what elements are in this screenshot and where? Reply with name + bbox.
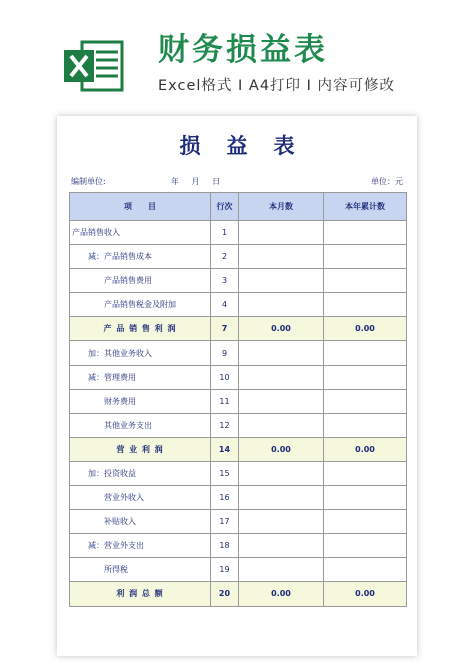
- row-item-cell[interactable]: 所得税: [70, 558, 211, 582]
- row-line-cell[interactable]: 9: [211, 341, 239, 365]
- row-item-cell[interactable]: 产 品 销 售 利 润: [70, 317, 211, 341]
- income-statement-table: [69, 192, 407, 607]
- row-line-cell[interactable]: 3: [211, 269, 239, 293]
- row-year-cell[interactable]: [324, 365, 407, 389]
- banner-title: 财务损益表: [158, 32, 328, 68]
- row-item-cell[interactable]: 减：产品销售成本: [70, 245, 211, 269]
- row-year-cell[interactable]: 0.00: [324, 317, 407, 341]
- row-year-cell[interactable]: [324, 221, 407, 245]
- row-year-cell[interactable]: 0.00: [324, 437, 407, 461]
- row-year-cell[interactable]: [324, 486, 407, 510]
- row-year-cell[interactable]: [324, 389, 407, 413]
- subtotal-row: [70, 437, 407, 461]
- row-item-cell[interactable]: 减：管理费用: [70, 365, 211, 389]
- table-row: [70, 365, 407, 389]
- row-item-cell[interactable]: 营 业 利 润: [70, 437, 211, 461]
- row-line-cell[interactable]: 15: [211, 461, 239, 485]
- header-item: 项 目: [70, 193, 211, 221]
- row-month-cell[interactable]: 0.00: [239, 437, 324, 461]
- row-item-cell[interactable]: 加：投资收益: [70, 461, 211, 485]
- table-row: [70, 486, 407, 510]
- income-statement-sheet: [57, 116, 417, 656]
- row-month-cell[interactable]: [239, 365, 324, 389]
- row-month-cell[interactable]: [239, 413, 324, 437]
- banner: [0, 0, 474, 108]
- banner-subtitle: Excel格式 I A4打印 I 内容可修改: [158, 78, 396, 94]
- row-line-cell[interactable]: 10: [211, 365, 239, 389]
- row-line-cell[interactable]: 20: [211, 582, 239, 606]
- currency-unit-label: 单位：元: [371, 177, 403, 186]
- header-year: 本年累计数: [324, 193, 407, 221]
- header-month: 本月数: [239, 193, 324, 221]
- row-month-cell[interactable]: [239, 486, 324, 510]
- row-month-cell[interactable]: 0.00: [239, 582, 324, 606]
- table-row: [70, 221, 407, 245]
- row-year-cell[interactable]: 0.00: [324, 582, 407, 606]
- table-row: [70, 389, 407, 413]
- row-line-cell[interactable]: 11: [211, 389, 239, 413]
- sheet-title: 损益表: [179, 134, 321, 158]
- table-row: [70, 269, 407, 293]
- row-line-cell[interactable]: 12: [211, 413, 239, 437]
- row-month-cell[interactable]: 0.00: [239, 317, 324, 341]
- row-month-cell[interactable]: [239, 341, 324, 365]
- table-row: [70, 558, 407, 582]
- subtotal-row: [70, 582, 407, 606]
- row-item-cell[interactable]: 加：其他业务收入: [70, 341, 211, 365]
- row-line-cell[interactable]: 16: [211, 486, 239, 510]
- table-row: [70, 534, 407, 558]
- row-month-cell[interactable]: [239, 461, 324, 485]
- row-year-cell[interactable]: [324, 245, 407, 269]
- row-year-cell[interactable]: [324, 293, 407, 317]
- row-line-cell[interactable]: 19: [211, 558, 239, 582]
- row-line-cell[interactable]: 2: [211, 245, 239, 269]
- row-month-cell[interactable]: [239, 221, 324, 245]
- row-item-cell[interactable]: 减：营业外支出: [70, 534, 211, 558]
- date-label: 年 月 日: [171, 177, 221, 186]
- row-line-cell[interactable]: 17: [211, 510, 239, 534]
- table-row: [70, 461, 407, 485]
- row-year-cell[interactable]: [324, 461, 407, 485]
- row-month-cell[interactable]: [239, 269, 324, 293]
- table-row: [70, 341, 407, 365]
- row-line-cell[interactable]: 18: [211, 534, 239, 558]
- row-line-cell[interactable]: 1: [211, 221, 239, 245]
- header-line: 行次: [211, 193, 239, 221]
- row-month-cell[interactable]: [239, 510, 324, 534]
- subtotal-row: [70, 317, 407, 341]
- row-item-cell[interactable]: 补贴收入: [70, 510, 211, 534]
- row-month-cell[interactable]: [239, 389, 324, 413]
- row-month-cell[interactable]: [239, 245, 324, 269]
- row-item-cell[interactable]: 其他业务支出: [70, 413, 211, 437]
- row-item-cell[interactable]: 营业外收入: [70, 486, 211, 510]
- preparer-label: 编制单位:: [71, 177, 106, 186]
- table-row: [70, 413, 407, 437]
- row-year-cell[interactable]: [324, 413, 407, 437]
- table-row: [70, 293, 407, 317]
- row-item-cell[interactable]: 财务费用: [70, 389, 211, 413]
- excel-icon: [62, 38, 126, 94]
- row-month-cell[interactable]: [239, 534, 324, 558]
- row-year-cell[interactable]: [324, 558, 407, 582]
- table-header-row: [70, 193, 407, 221]
- row-year-cell[interactable]: [324, 269, 407, 293]
- row-line-cell[interactable]: 14: [211, 437, 239, 461]
- row-year-cell[interactable]: [324, 534, 407, 558]
- row-year-cell[interactable]: [324, 510, 407, 534]
- row-month-cell[interactable]: [239, 558, 324, 582]
- row-line-cell[interactable]: 7: [211, 317, 239, 341]
- row-item-cell[interactable]: 产品销售税金及附加: [70, 293, 211, 317]
- row-item-cell[interactable]: 利 润 总 额: [70, 582, 211, 606]
- row-year-cell[interactable]: [324, 341, 407, 365]
- table-row: [70, 245, 407, 269]
- row-month-cell[interactable]: [239, 293, 324, 317]
- row-line-cell[interactable]: 4: [211, 293, 239, 317]
- table-row: [70, 510, 407, 534]
- row-item-cell[interactable]: 产品销售费用: [70, 269, 211, 293]
- row-item-cell[interactable]: 产品销售收入: [70, 221, 211, 245]
